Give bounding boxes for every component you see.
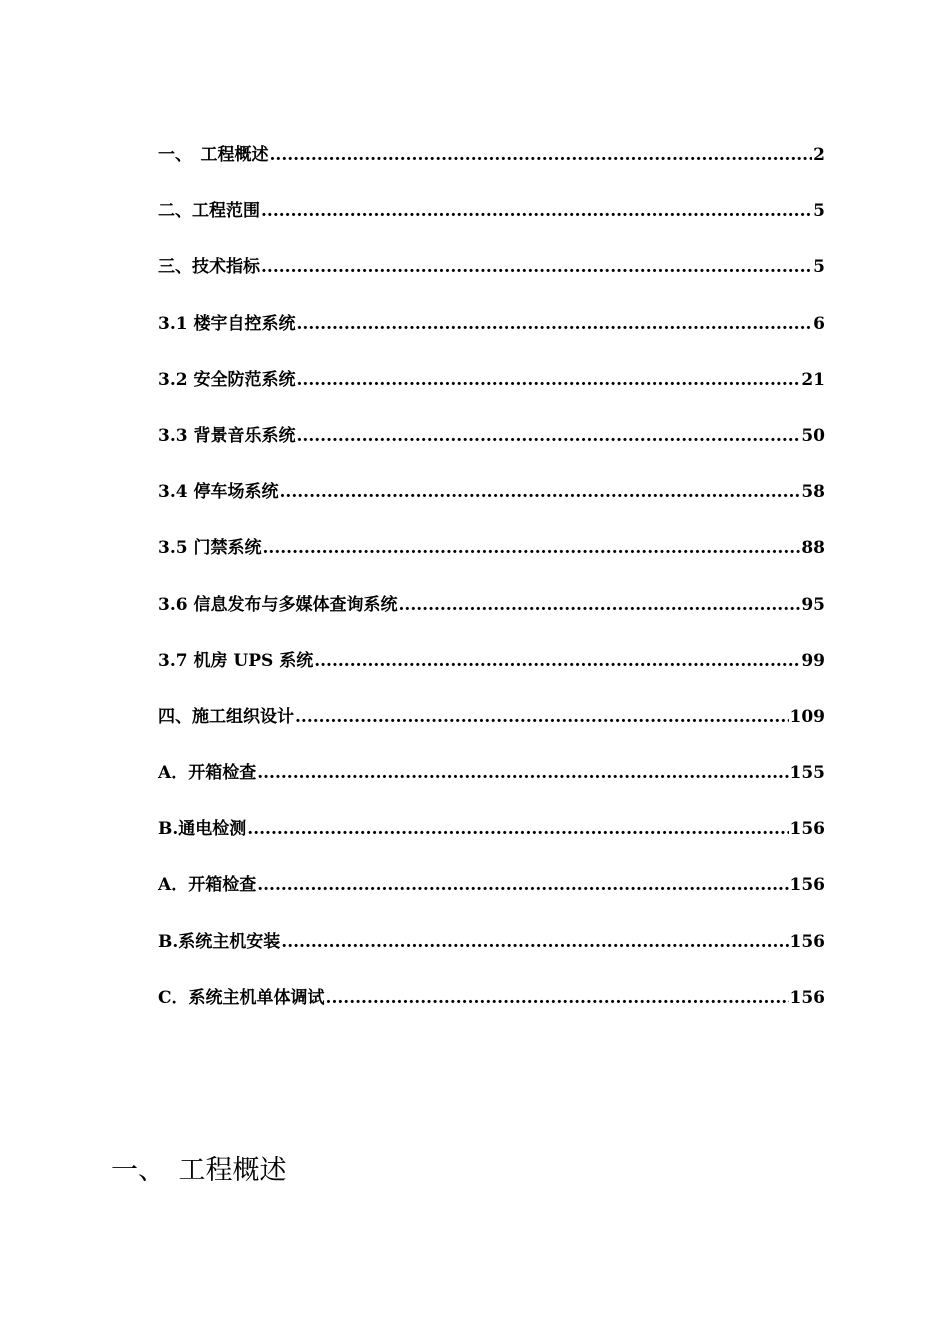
toc-entry-label: 3.1 楼宇自控系统 — [158, 313, 296, 334]
toc-entry[interactable] — [158, 309, 825, 365]
toc-entry[interactable] — [158, 477, 825, 533]
toc-leader-dots — [399, 595, 801, 615]
toc-entry-page: 156 — [789, 931, 825, 952]
toc-entry-label: C．系统主机单体调试 — [158, 987, 325, 1008]
toc-leader-dots — [326, 988, 789, 1008]
toc-entry-label: 3.6 信息发布与多媒体查询系统 — [158, 594, 398, 615]
toc-entry[interactable] — [158, 140, 825, 196]
toc-entry-page: 156 — [789, 875, 825, 896]
toc-entry-page: 6 — [813, 313, 825, 334]
toc-entry-page: 5 — [813, 201, 825, 222]
toc-entry-page: 155 — [789, 763, 825, 784]
toc-leader-dots — [297, 370, 801, 390]
toc-leader-dots — [257, 763, 788, 783]
toc-entry-label: A．开箱检查 — [158, 875, 257, 896]
toc-entry-page: 58 — [801, 482, 825, 503]
toc-leader-dots — [263, 538, 801, 558]
toc-entry-label: 一、 工程概述 — [158, 145, 269, 165]
toc-entry-page: 95 — [801, 594, 825, 615]
toc-entry[interactable] — [158, 533, 825, 589]
toc-entry-label: 四、施工组织设计 — [158, 706, 294, 727]
toc-entry-label: 3.7 机房 UPS 系统 — [158, 650, 314, 671]
toc-entry[interactable] — [158, 196, 825, 252]
toc-entry-page: 5 — [813, 257, 825, 278]
toc-entry-label: 3.2 安全防范系统 — [158, 369, 296, 390]
toc-entry[interactable] — [158, 252, 825, 308]
toc-leader-dots — [280, 482, 801, 502]
toc-entry-label: B.系统主机安装 — [158, 931, 281, 952]
toc-leader-dots — [281, 932, 788, 952]
toc-entry[interactable] — [158, 702, 825, 758]
toc-entry[interactable] — [158, 758, 825, 814]
toc-entry-label: 3.5 门禁系统 — [158, 538, 262, 559]
toc-entry-page: 156 — [789, 987, 825, 1008]
toc-entry[interactable] — [158, 421, 825, 477]
toc-entry-page: 88 — [801, 538, 825, 559]
toc-entry[interactable] — [158, 983, 825, 1039]
toc-leader-dots — [295, 707, 789, 727]
toc-entry-label: 3.3 背景音乐系统 — [158, 425, 296, 446]
toc-entry-label: A．开箱检查 — [158, 763, 257, 784]
toc-entry[interactable] — [158, 870, 825, 926]
toc-leader-dots — [314, 651, 800, 671]
toc-leader-dots — [247, 819, 788, 839]
toc-entry-label: 3.4 停车场系统 — [158, 482, 279, 503]
table-of-contents — [158, 140, 825, 1039]
toc-entry-label: 二、工程范围 — [158, 201, 260, 222]
toc-entry[interactable] — [158, 814, 825, 870]
toc-entry-page: 109 — [789, 706, 825, 727]
section-heading: 一、 工程概述 — [111, 1155, 287, 1186]
toc-leader-dots — [261, 257, 812, 277]
toc-leader-dots — [270, 145, 813, 165]
toc-leader-dots — [297, 426, 801, 446]
toc-entry-page: 21 — [801, 369, 825, 390]
toc-entry[interactable] — [158, 646, 825, 702]
toc-leader-dots — [297, 314, 813, 334]
toc-entry[interactable] — [158, 365, 825, 421]
toc-entry[interactable] — [158, 590, 825, 646]
toc-entry-page: 156 — [789, 819, 825, 840]
toc-entry-label: B.通电检测 — [158, 819, 247, 840]
toc-entry[interactable] — [158, 927, 825, 983]
toc-entry-label: 三、技术指标 — [158, 257, 260, 278]
toc-leader-dots — [257, 875, 788, 895]
toc-entry-page: 50 — [801, 425, 825, 446]
toc-entry-page: 99 — [801, 650, 825, 671]
toc-leader-dots — [261, 201, 812, 221]
toc-entry-page: 2 — [813, 145, 825, 165]
